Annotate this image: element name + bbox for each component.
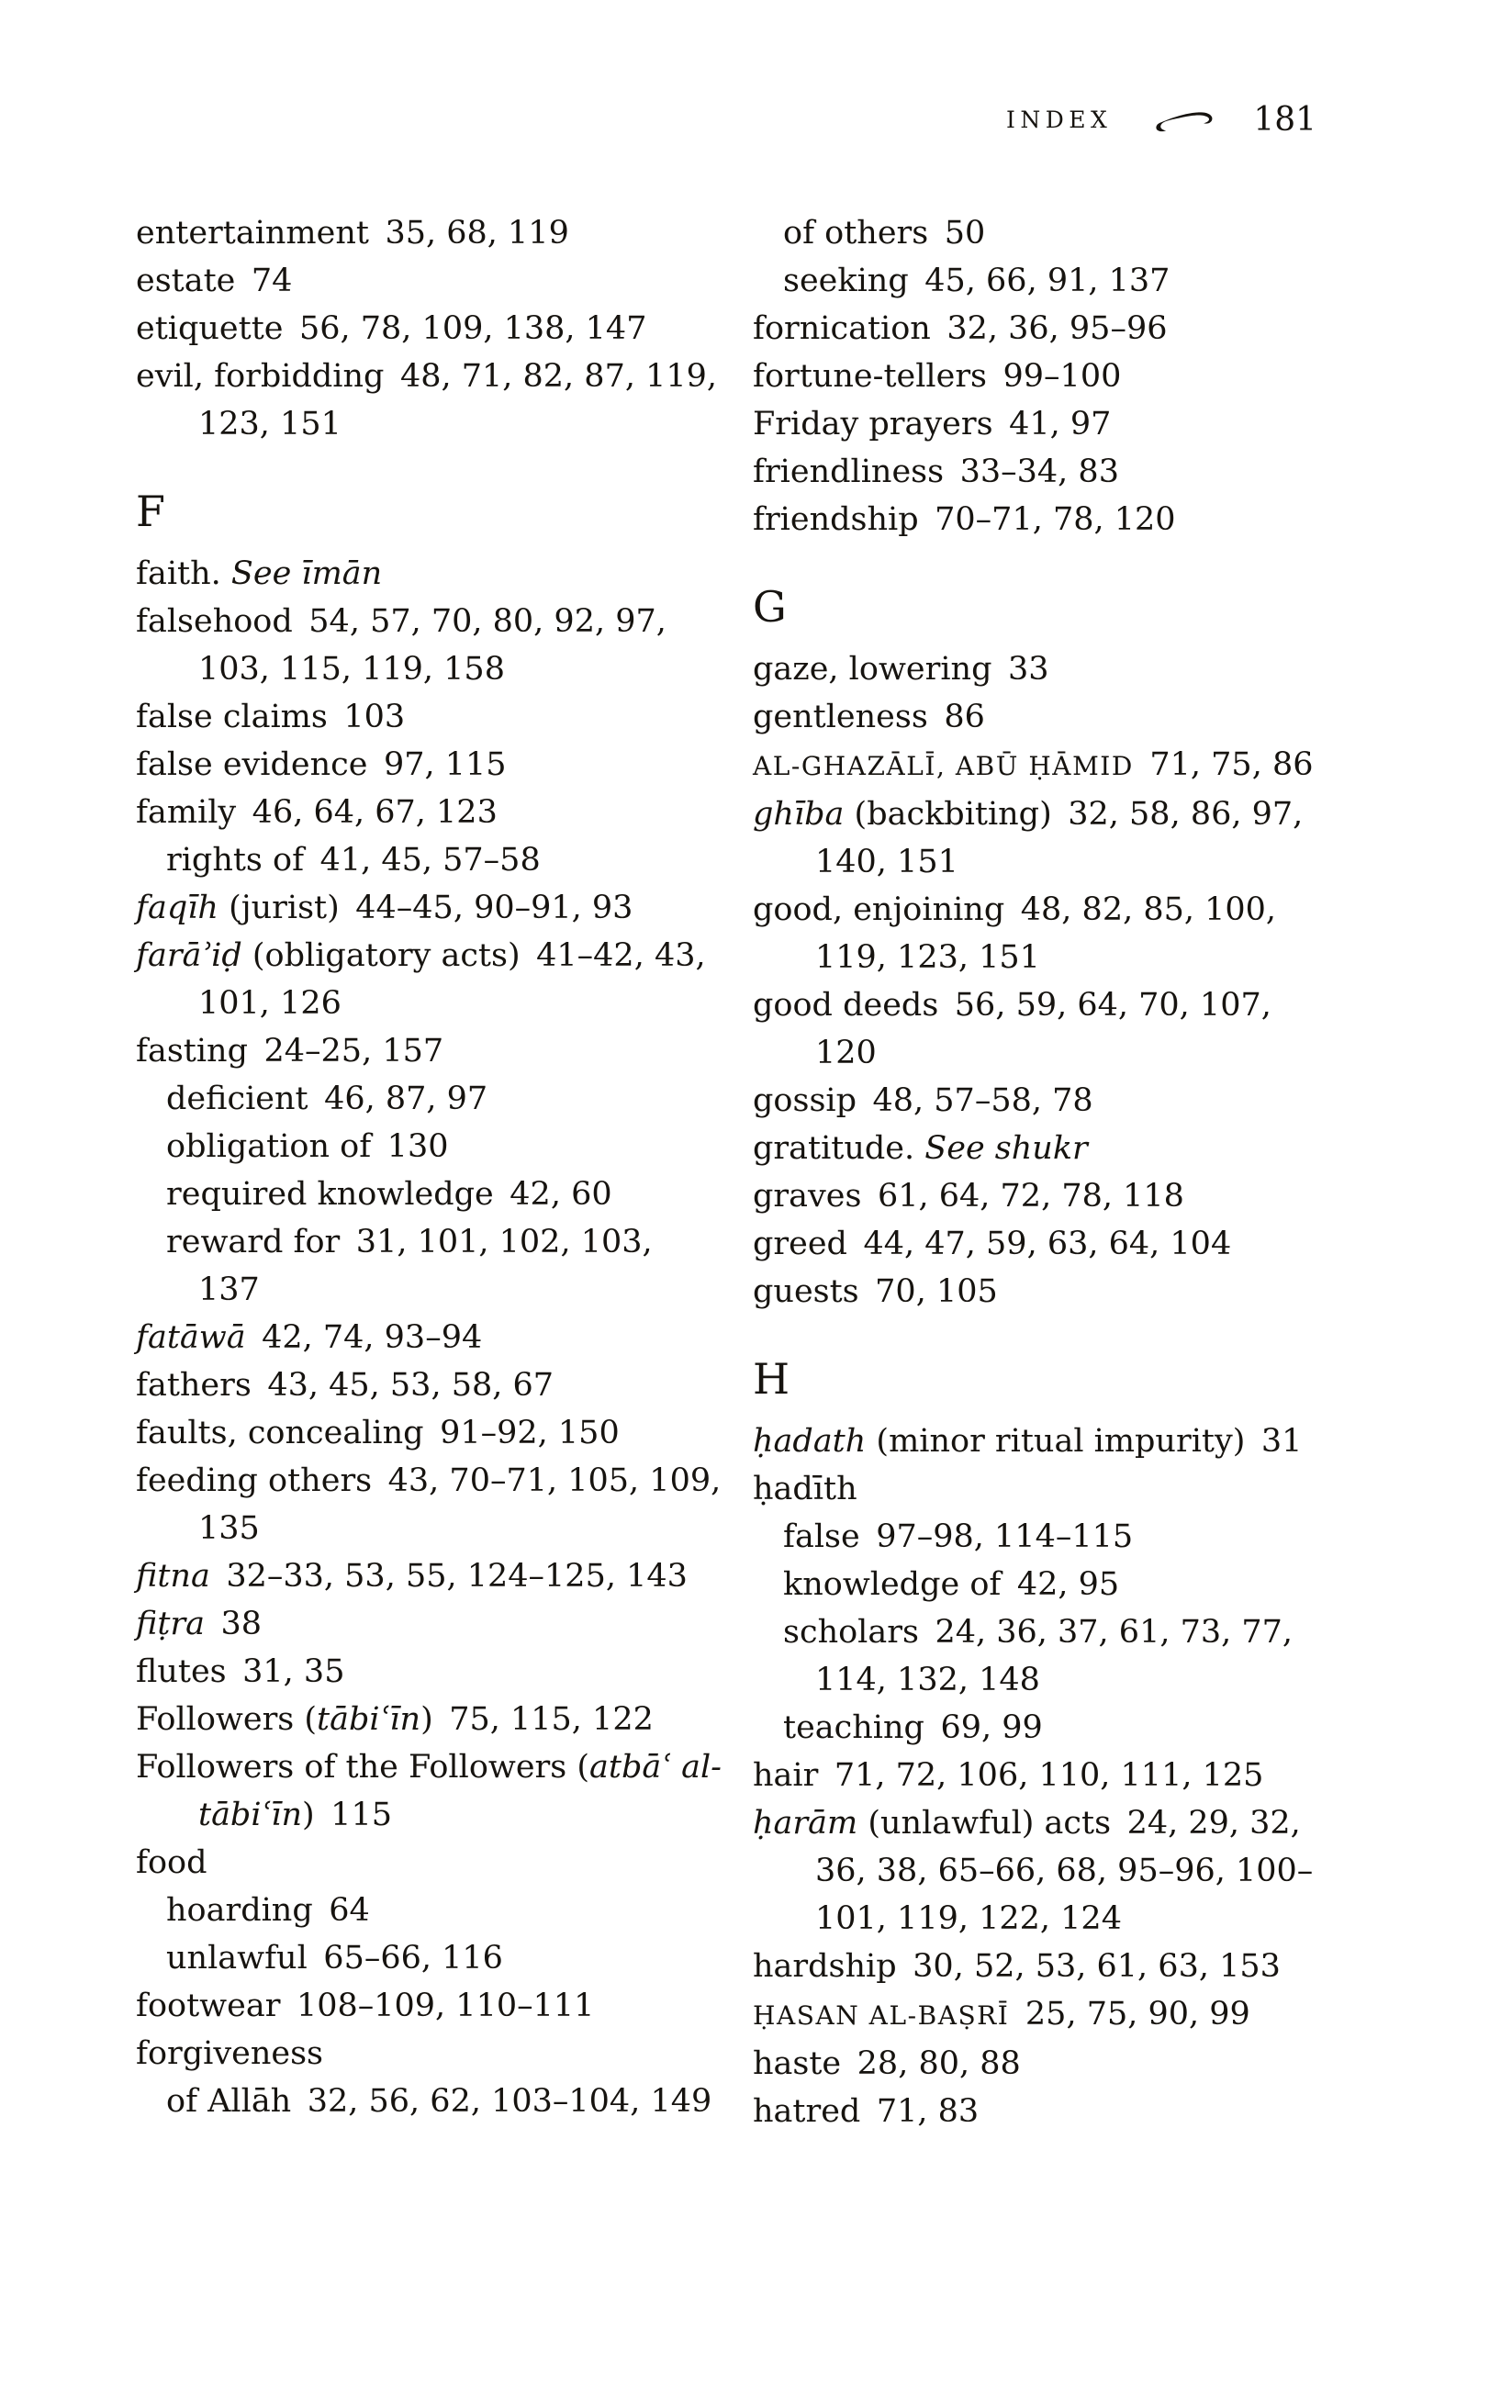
entry-pages: 32, 58, 86, 97, 140, 151	[815, 796, 1304, 880]
entry-pages: 31, 101, 102, 103, 137	[198, 1224, 653, 1308]
entry-pages: 28, 80, 88	[857, 2045, 1021, 2082]
entry-term: estate	[136, 263, 236, 299]
entry-term: false	[783, 1518, 860, 1555]
entry-term: faqīh (jurist)	[136, 890, 340, 926]
entry-pages: 31	[1260, 1423, 1303, 1460]
index-subentry	[166, 1170, 723, 1218]
index-subentry	[166, 1218, 723, 1314]
entry-term: ḥarām (unlawful) acts	[753, 1805, 1112, 1842]
index-entry	[753, 1417, 1340, 1465]
index-entry	[136, 1552, 723, 1600]
entry-term: haste	[753, 2045, 842, 2082]
entry-pages: 115	[330, 1797, 392, 1833]
entry-term: fiṭra	[136, 1606, 206, 1642]
index-entry	[753, 305, 1340, 353]
entry-term: ghība (backbiting)	[753, 796, 1052, 833]
entry-term: seeking	[783, 263, 909, 299]
entry-pages: 24–25, 157	[263, 1033, 444, 1070]
index-subentry	[783, 1513, 1340, 1561]
entry-term: evil, forbidding	[136, 358, 385, 395]
index-entry	[136, 2030, 723, 2078]
entry-term: Followers of the Followers (atbāʿ al-tābiʿīn)	[136, 1749, 722, 1833]
entry-pages: 48, 57–58, 78	[872, 1082, 1093, 1119]
index-entry	[136, 932, 723, 1027]
entry-pages: 33–34, 83	[959, 454, 1119, 490]
section-heading: H	[753, 1354, 790, 1404]
entry-pages: 41–42, 43, 101, 126	[198, 937, 706, 1022]
entry-term: rights of	[166, 842, 305, 879]
index-entry	[753, 1125, 1340, 1172]
index-entry	[136, 1982, 723, 2030]
entry-term: footwear	[136, 1988, 281, 2024]
index-entry	[136, 1361, 723, 1409]
entry-pages: 91–92, 150	[440, 1415, 620, 1451]
index-entry	[136, 1027, 723, 1075]
entry-pages: 46, 87, 97	[324, 1081, 488, 1117]
entry-term: Followers (tābiʿīn)	[136, 1701, 433, 1738]
entry-pages: 75, 115, 122	[449, 1701, 654, 1738]
index-entry	[753, 2040, 1340, 2088]
entry-term: food	[136, 1844, 207, 1881]
swash-ornament-icon	[1152, 106, 1213, 134]
entry-term: falsehood	[136, 603, 293, 640]
index-entry	[753, 1172, 1340, 1220]
entry-term: entertainment	[136, 215, 369, 252]
entry-term: of Allāh	[166, 2083, 292, 2120]
entry-pages: 99–100	[1002, 358, 1122, 395]
entry-term: gentleness	[753, 699, 928, 735]
index-entry	[136, 1743, 723, 1839]
entry-pages: 50	[944, 215, 986, 252]
index-entry	[136, 257, 723, 305]
entry-pages: 48, 82, 85, 100, 119, 123, 151	[815, 891, 1277, 976]
entry-pages: 43, 70–71, 105, 109, 135	[198, 1462, 722, 1547]
index-entry	[753, 1077, 1340, 1125]
entry-term: hair	[753, 1757, 819, 1794]
entry-pages: 41, 45, 57–58	[319, 842, 541, 879]
entry-pages: 33	[1007, 651, 1049, 688]
entry-pages: 45, 66, 91, 137	[924, 263, 1170, 299]
entry-pages: 71, 75, 86	[1149, 746, 1314, 783]
index-entry	[136, 789, 723, 836]
entry-pages: 71, 72, 106, 110, 111, 125	[834, 1757, 1264, 1794]
entry-term: ḤASAN AL-BAṢRĪ	[753, 2000, 1010, 2031]
entry-pages: 70, 105	[875, 1273, 998, 1310]
entry-pages: 43, 45, 53, 58, 67	[267, 1367, 554, 1404]
entry-term: false claims	[136, 699, 328, 735]
index-entry	[753, 1799, 1340, 1943]
index-entry	[753, 400, 1340, 448]
entry-pages: 32–33, 53, 55, 124–125, 143	[226, 1558, 688, 1595]
section-heading: G	[753, 582, 787, 632]
index-entry	[136, 550, 723, 598]
index-title: INDEX	[1006, 106, 1113, 133]
index-entry	[753, 1943, 1340, 1990]
entry-pages: 48, 71, 82, 87, 119, 123, 151	[198, 358, 718, 442]
index-entry	[753, 1752, 1340, 1799]
entry-pages: 44–45, 90–91, 93	[355, 890, 633, 926]
entry-pages: 32, 36, 95–96	[946, 310, 1168, 347]
index-subentry	[166, 1887, 723, 1934]
entry-term: fatāwā	[136, 1319, 246, 1356]
index-entry	[136, 1457, 723, 1552]
entry-term: forgiveness	[136, 2035, 324, 2072]
index-entry	[753, 1990, 1340, 2040]
index-subentry	[166, 836, 723, 884]
index-entry	[136, 1314, 723, 1361]
entry-term: faults, concealing	[136, 1415, 424, 1451]
index-subentry	[166, 1934, 723, 1982]
entry-pages: 41, 97	[1009, 406, 1112, 442]
entry-term: fathers	[136, 1367, 252, 1404]
entry-pages: 97–98, 114–115	[876, 1518, 1134, 1555]
entry-term: hoarding	[166, 1892, 313, 1929]
index-entry	[136, 1648, 723, 1696]
entry-term: ḥadīth	[753, 1471, 857, 1507]
entry-term: farāʾiḍ (obligatory acts)	[136, 937, 521, 974]
index-subentry	[166, 2078, 723, 2125]
entry-pages: 30, 52, 53, 61, 63, 153	[913, 1948, 1281, 1985]
entry-pages: 38	[220, 1606, 263, 1642]
entry-pages: 74	[251, 263, 293, 299]
entry-term: gratitude. See shukr	[753, 1130, 1088, 1167]
entry-term: obligation of	[166, 1128, 372, 1165]
entry-term: gaze, lowering	[753, 651, 992, 688]
entry-term: AL-GHAZĀLĪ, ABŪ ḤĀMID	[753, 751, 1134, 781]
entry-pages: 65–66, 116	[323, 1940, 503, 1977]
index-entry	[136, 1600, 723, 1648]
entry-term: gossip	[753, 1082, 857, 1119]
index-entry	[136, 693, 723, 741]
entry-term: of others	[783, 215, 929, 252]
index-entry	[136, 353, 723, 448]
index-entry	[753, 496, 1340, 543]
index-column-right	[753, 209, 1340, 2135]
entry-term: unlawful	[166, 1940, 308, 1977]
entry-pages: 70–71, 78, 120	[935, 501, 1176, 538]
index-entry	[136, 1409, 723, 1457]
entry-pages: 64	[329, 1892, 370, 1929]
entry-pages: 31, 35	[242, 1653, 345, 1690]
entry-term: hatred	[753, 2093, 861, 2130]
entry-term: hardship	[753, 1948, 897, 1985]
entry-term: reward for	[166, 1224, 341, 1260]
entry-pages: 42, 60	[510, 1176, 612, 1213]
entry-term: feeding others	[136, 1462, 373, 1499]
index-entry	[753, 1220, 1340, 1268]
entry-pages: 24, 36, 37, 61, 73, 77, 114, 132, 148	[815, 1614, 1294, 1698]
entry-pages: 54, 57, 70, 80, 92, 97, 103, 115, 119, 158	[198, 603, 666, 688]
index-entry	[136, 598, 723, 693]
entry-pages: 130	[386, 1128, 449, 1165]
entry-term: fortune-tellers	[753, 358, 988, 395]
entry-term: flutes	[136, 1653, 227, 1690]
entry-pages: 25, 75, 90, 99	[1025, 1996, 1250, 2033]
entry-pages: 56, 59, 64, 70, 107, 120	[815, 987, 1271, 1071]
entry-term: deficient	[166, 1081, 308, 1117]
entry-term: ḥadath (minor ritual impurity)	[753, 1423, 1246, 1460]
index-subentry	[783, 1608, 1340, 1704]
section-heading: F	[136, 487, 165, 536]
entry-term: etiquette	[136, 310, 284, 347]
page-number: 181	[1253, 101, 1317, 139]
index-subentry	[783, 1704, 1340, 1752]
entry-pages: 56, 78, 109, 138, 147	[298, 310, 647, 347]
entry-pages: 97, 115	[383, 746, 507, 783]
entry-pages: 35, 68, 119	[385, 215, 569, 252]
entry-pages: 44, 47, 59, 63, 64, 104	[863, 1226, 1232, 1262]
entry-pages: 46, 64, 67, 123	[252, 794, 498, 831]
index-entry	[136, 1839, 723, 1887]
entry-term: teaching	[783, 1709, 924, 1746]
entry-pages: 108–109, 110–111	[296, 1988, 595, 2024]
index-entry	[136, 209, 723, 257]
index-entry	[753, 741, 1340, 790]
index-entry	[753, 1268, 1340, 1316]
index-entry	[136, 884, 723, 932]
entry-term: fasting	[136, 1033, 248, 1070]
entry-term: family	[136, 794, 237, 831]
entry-term: greed	[753, 1226, 847, 1262]
entry-pages: 69, 99	[940, 1709, 1043, 1746]
index-column-left	[136, 209, 723, 2125]
index-subentry	[783, 1561, 1340, 1608]
entry-term: Friday prayers	[753, 406, 993, 442]
entry-pages: 42, 95	[1016, 1566, 1120, 1603]
entry-term: friendliness	[753, 454, 945, 490]
entry-pages: 42, 74, 93–94	[262, 1319, 483, 1356]
entry-term: good deeds	[753, 987, 939, 1024]
entry-term: false evidence	[136, 746, 368, 783]
index-entry	[136, 305, 723, 353]
entry-pages: 32, 56, 62, 103–104, 149	[307, 2083, 712, 2120]
entry-pages: 61, 64, 72, 78, 118	[877, 1178, 1184, 1215]
entry-term: good, enjoining	[753, 891, 1005, 928]
entry-term: graves	[753, 1178, 862, 1215]
index-subentry	[783, 257, 1340, 305]
index-entry	[753, 981, 1340, 1077]
index-entry	[753, 448, 1340, 496]
entry-pages: 71, 83	[876, 2093, 980, 2130]
entry-term: knowledge of	[783, 1566, 1002, 1603]
entry-term: fornication	[753, 310, 931, 347]
entry-term: fitna	[136, 1558, 210, 1595]
index-entry	[753, 886, 1340, 981]
entry-pages: 24, 29, 32, 36, 38, 65–66, 68, 95–96, 100–101, 119, 122, 124	[815, 1805, 1314, 1937]
index-entry	[136, 1696, 723, 1743]
index-subentry	[166, 1075, 723, 1123]
entry-pages: 103	[343, 699, 406, 735]
entry-term: guests	[753, 1273, 859, 1310]
entry-term: faith. See īmān	[136, 555, 383, 592]
index-entry	[753, 353, 1340, 400]
entry-term: scholars	[783, 1614, 919, 1651]
index-entry	[753, 693, 1340, 741]
entry-term: required knowledge	[166, 1176, 494, 1213]
index-subentry	[166, 1123, 723, 1170]
index-entry	[136, 741, 723, 789]
entry-pages: 86	[944, 699, 985, 735]
running-head	[1006, 101, 1316, 139]
index-entry	[753, 2088, 1340, 2135]
entry-term: friendship	[753, 501, 919, 538]
index-entry	[753, 790, 1340, 886]
index-subentry	[783, 209, 1340, 257]
index-entry	[753, 645, 1340, 693]
index-entry	[753, 1465, 1340, 1513]
